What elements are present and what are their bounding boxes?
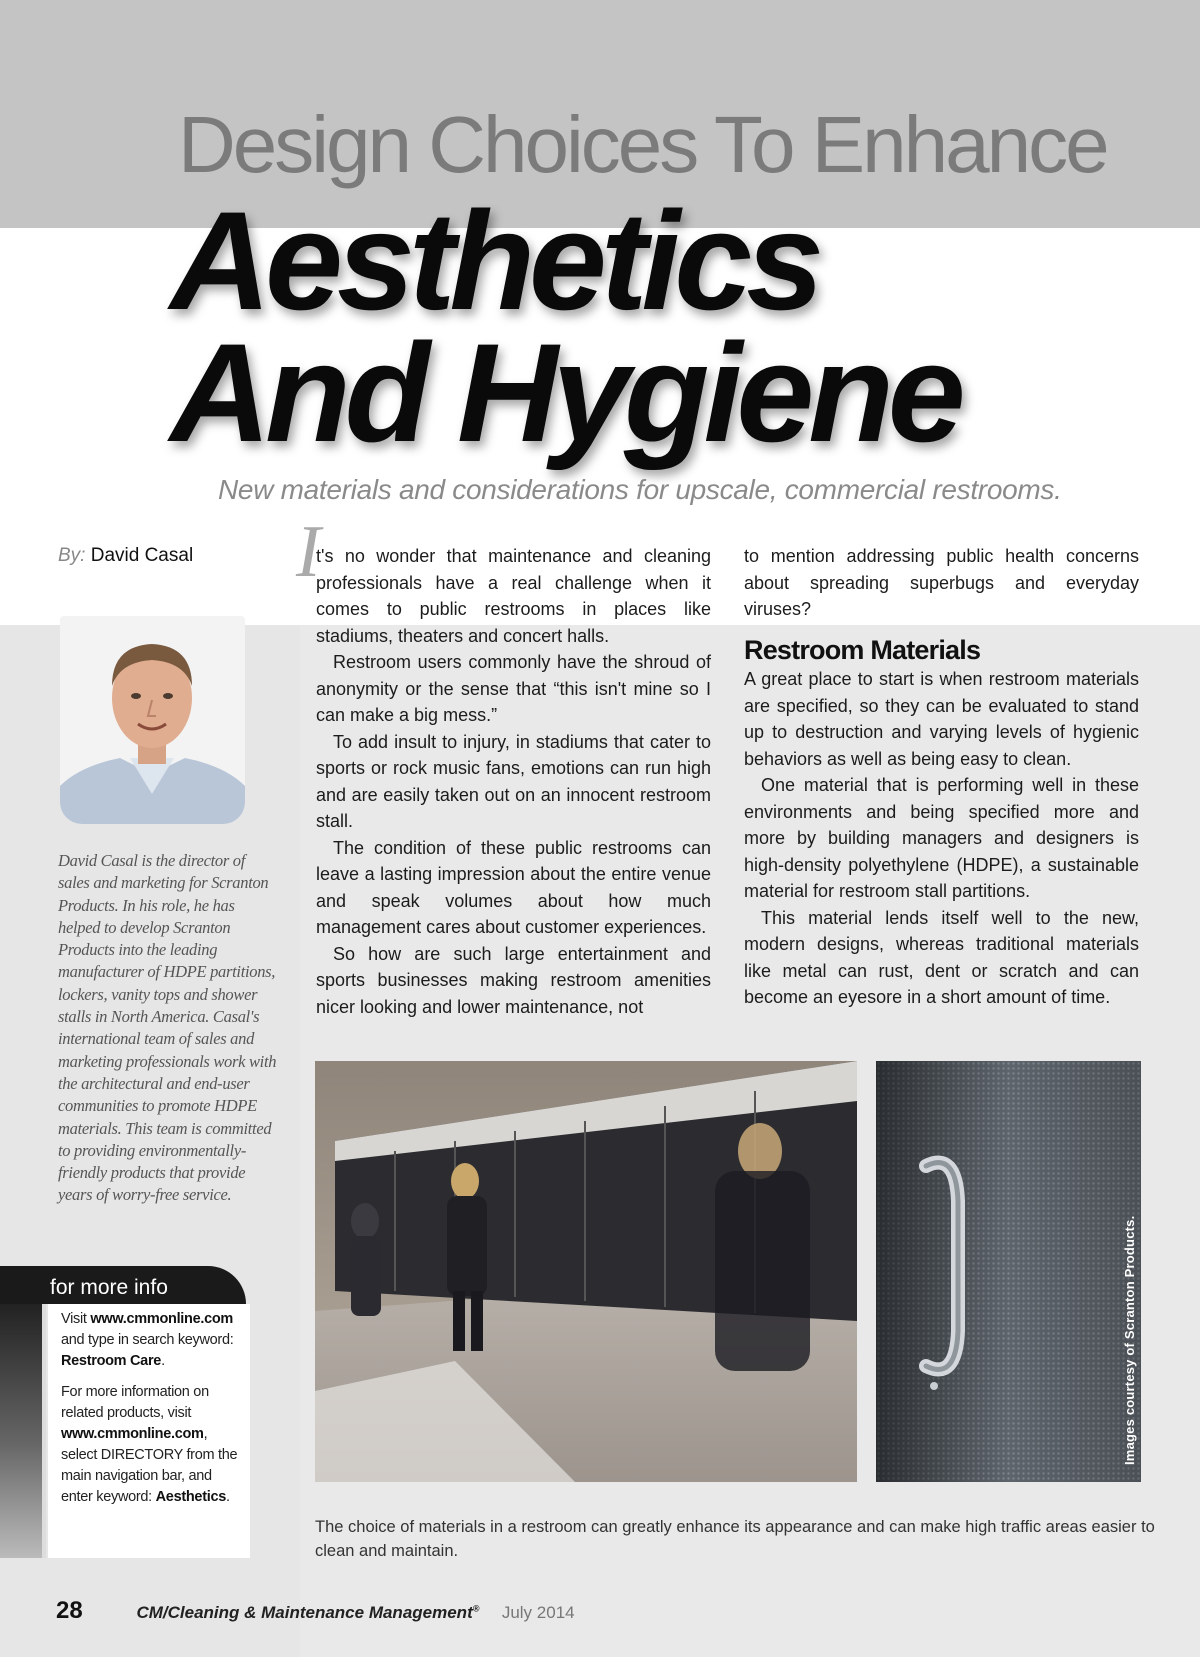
more-info-text: . [225, 1489, 230, 1505]
page-footer [56, 1597, 575, 1625]
image-credit: Images courtesy of Scranton Products. [1122, 1215, 1137, 1465]
article-paragraph: The condition of these public restrooms can leave a lasting impression about the entire venue and speak volumes about how much management cares about customer experiences. [316, 837, 711, 937]
deck-subtitle: New materials and considerations for upscale, commercial restrooms. [218, 474, 1062, 505]
website-link[interactable]: www.cmmonline.com [90, 1311, 233, 1327]
photo-caption: The choice of materials in a restroom can greatly enhance its appearance and can make high traffic areas easier to clean and maintain. [315, 1518, 1155, 1560]
more-info-header [0, 1266, 246, 1304]
author-name: David Casal [90, 545, 194, 566]
article-paragraph: Restroom users commonly have the shroud of anonymity or the sense that “this isn't mine so I can make a big mess.” [316, 652, 711, 725]
restroom-photo [315, 1061, 857, 1482]
more-info-box [0, 1266, 250, 1558]
article-paragraph: To add insult to injury, in stadiums that cater to sports or rock music fans, emotions can run high and are easily taken out on an innocent restroom stall. [316, 731, 711, 831]
publication-title: CM/Cleaning & Maintenance Management [136, 1603, 473, 1622]
byline-prefix: By: [58, 545, 86, 566]
more-info-text: and type in search keyword: [61, 1332, 234, 1348]
door-handle-photo [876, 1061, 1141, 1482]
directory-keyword: Aesthetics [155, 1489, 226, 1505]
search-keyword: Restroom Care [61, 1353, 162, 1369]
more-info-text: Visit [61, 1311, 91, 1327]
more-info-paragraph-2 [61, 1382, 244, 1508]
article-column-1 [296, 511, 711, 1020]
article-paragraph: A great place to start is when restroom materials are specified, so they can be evaluated to stand up to destruction and varying levels of hygienic behaviors as well as being easy to clean. [744, 669, 1139, 769]
registered-mark: ® [472, 1603, 480, 1614]
more-info-title: for more info [50, 1276, 168, 1299]
kicker-title: Design Choices To Enhance [178, 100, 1107, 189]
author-bio: David Casal is the director of sales and marketing for Scranton Products. In his role, he has helped to develop Scranton Products into the leading manufacturer of HDPE partitions, lockers, vanity tops and shower stalls in North America. Casal's international team of sales and marketing professionals work with the architectural and end-user communities to promote HDPE materials. This team is committed to providing environmentally-friendly products that provide years of worry-free service. [58, 851, 277, 1205]
article-paragraph [296, 511, 711, 649]
article-paragraph: So how are such large entertainment and sports businesses making restroom amenities nicer looking and lower maintenance, not [316, 943, 711, 1017]
headline [170, 182, 960, 471]
article-paragraph: to mention addressing public health concerns about spreading superbugs and everyday viruses? [744, 546, 1139, 619]
more-info-gradient-strip [0, 1304, 42, 1558]
more-info-text: , select DIRECTORY from the main navigation bar, and enter keyword: [61, 1426, 238, 1505]
section-subhead: Restroom Materials [744, 634, 981, 665]
page-number: 28 [56, 1597, 83, 1624]
publication-name [136, 1603, 479, 1622]
more-info-body [48, 1304, 250, 1558]
more-info-paragraph-1 [61, 1309, 244, 1372]
more-info-text: For more information on related products, visit [61, 1384, 209, 1421]
article-column-2 [744, 543, 1139, 1011]
headline-line-1: Aesthetics [170, 182, 819, 339]
more-info-text: . [161, 1353, 165, 1369]
paragraph-text: t's no wonder that maintenance and cleaning professionals have a real challenge when it comes to public restrooms in places like stadiums, theaters and concert halls. [316, 546, 711, 646]
author-photo [60, 616, 245, 824]
article-paragraph: This material lends itself well to the new, modern designs, whereas traditional materials like metal can rust, dent or scratch and can become an eyesore in a short amount of time. [744, 907, 1139, 1007]
headline-line-2: And Hygiene [170, 314, 960, 471]
website-link[interactable]: www.cmmonline.com [61, 1426, 204, 1442]
byline [58, 545, 193, 567]
article-paragraph: One material that is performing well in these environments and being specified more and more by building managers and designers is high-density polyethylene (HDPE), a sustainable material for restroom stall partitions. [744, 775, 1139, 901]
more-info-divider [42, 1304, 46, 1558]
issue-date: July 2014 [501, 1603, 575, 1622]
drop-cap: I [296, 511, 321, 593]
